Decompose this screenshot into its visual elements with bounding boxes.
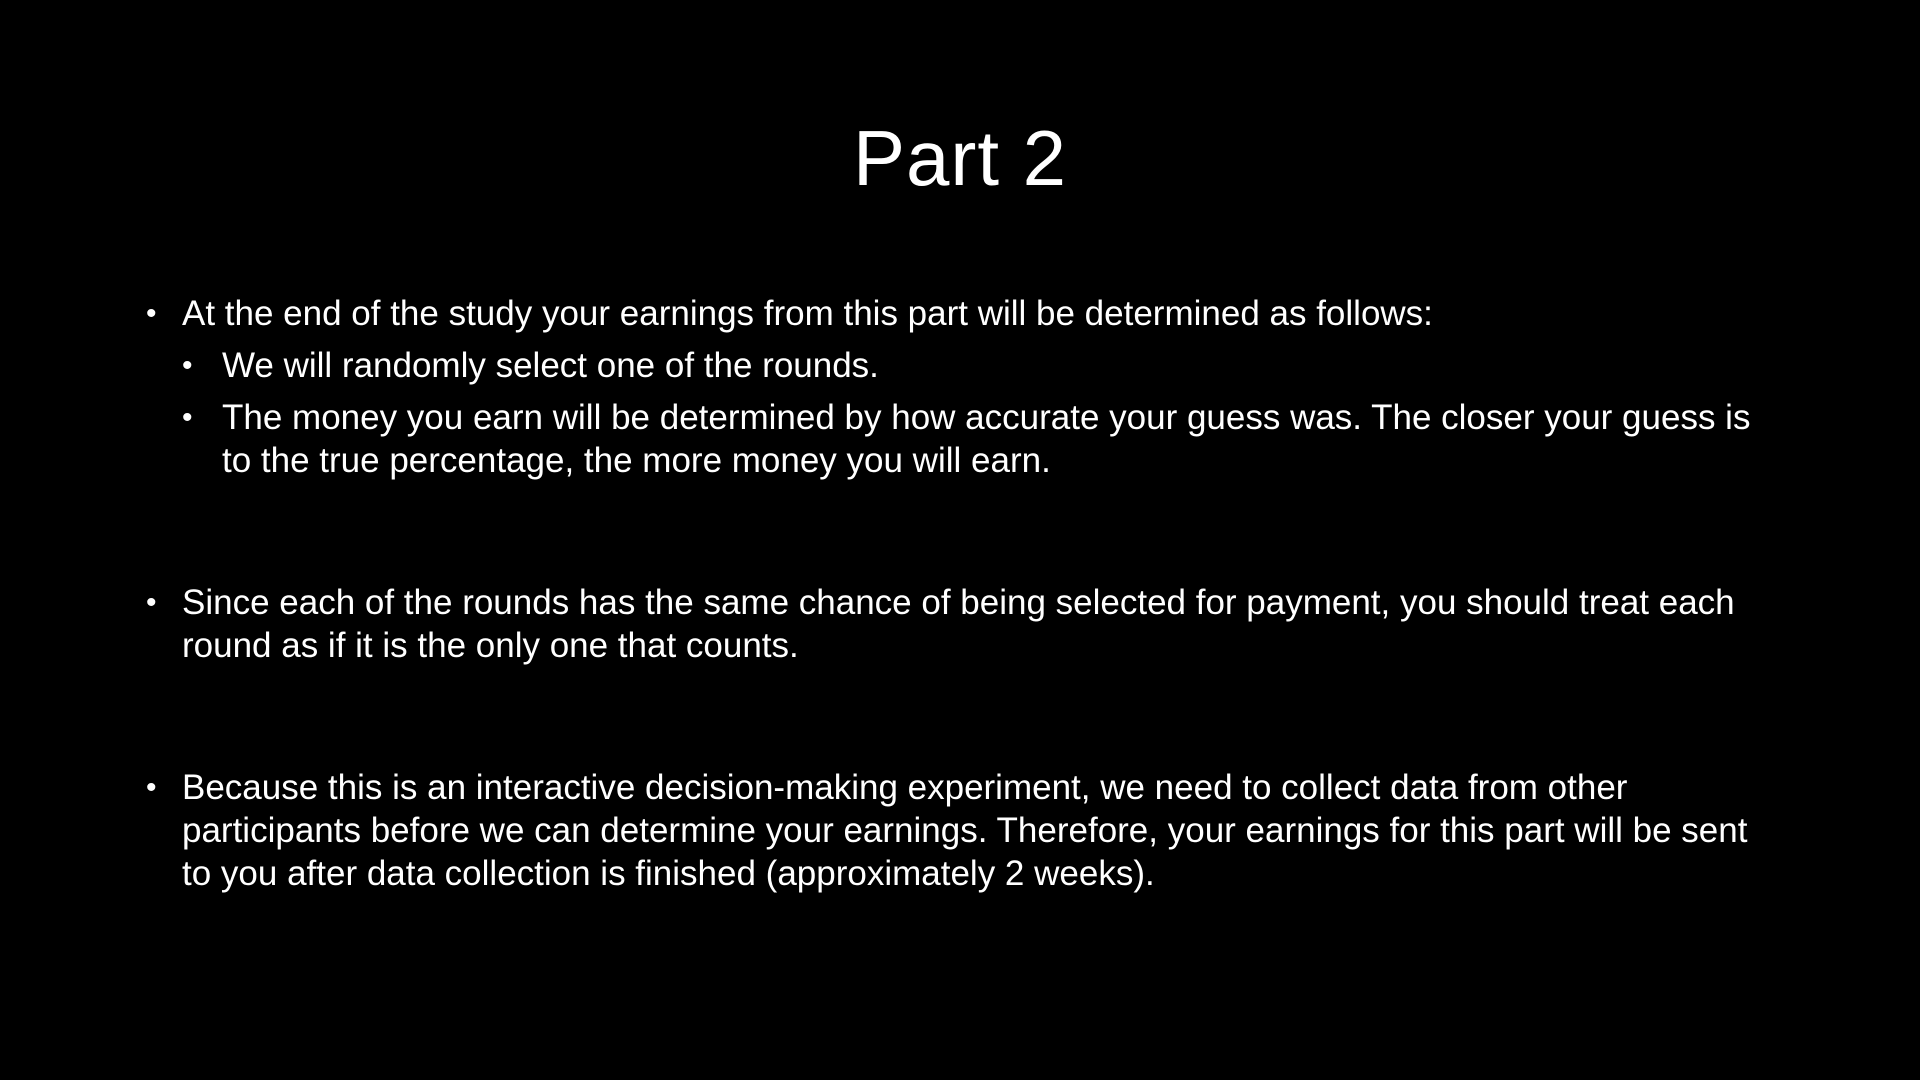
sub-bullet-random-round: [182, 344, 1780, 387]
sub-bullet-text: The money you earn will be determined by how accurate your guess was. The closer your guess is to the true percentage, the more money you will earn.: [222, 398, 1751, 480]
bullet-text: Since each of the rounds has the same chance of being selected for payment, you should treat each round as if it is the only one that counts.: [182, 583, 1735, 665]
bullet-equal-chance: [140, 581, 1780, 667]
slide-body: [140, 292, 1780, 895]
sub-bullet-dot-icon: •: [182, 349, 193, 382]
sub-bullet-text: We will randomly select one of the rounds.: [222, 346, 879, 385]
bullet-dot-icon: •: [146, 297, 157, 330]
slide-title: Part 2: [852, 114, 1068, 202]
sub-bullet-accuracy: [182, 396, 1780, 482]
sub-bullet-list: [182, 344, 1780, 482]
bullet-text: At the end of the study your earnings from this part will be determined as follows:: [182, 294, 1433, 333]
bullet-text: Because this is an interactive decision-making experiment, we need to collect data from other participants before we can determine your earnings. Therefore, your earnings for this part will be sent to you after data collection is finished (approximately 2 weeks).: [182, 768, 1748, 893]
bullet-payment-timing: [140, 766, 1780, 895]
bullet-dot-icon: •: [146, 586, 157, 619]
bullet-earnings-determination: [140, 292, 1780, 335]
sub-bullet-dot-icon: •: [182, 401, 193, 434]
bullet-dot-icon: •: [146, 771, 157, 804]
